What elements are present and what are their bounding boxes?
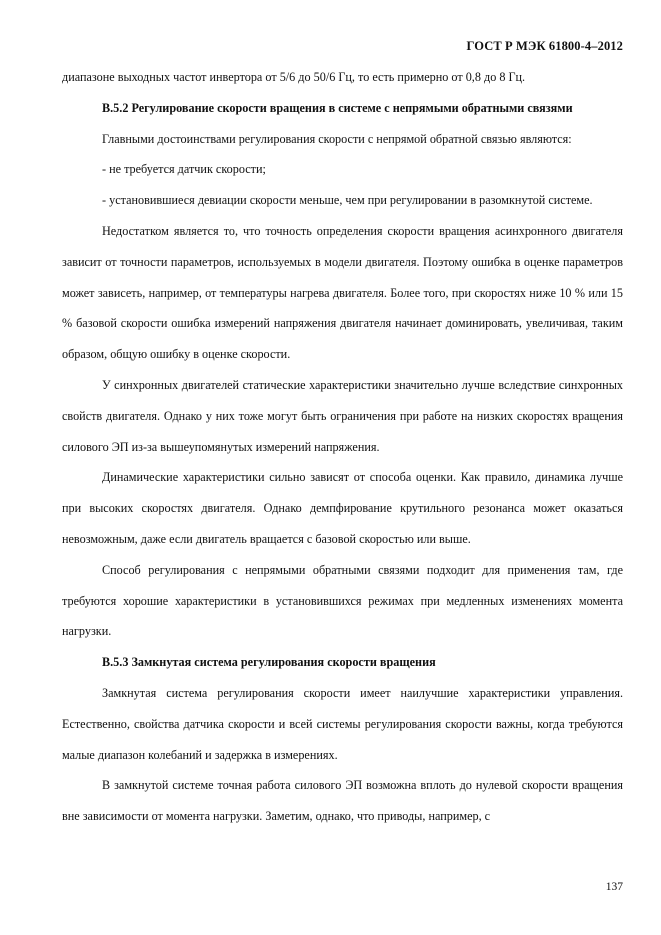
page-number: 137 [605, 881, 623, 893]
document-header: ГОСТ Р МЭК 61800-4–2012 [466, 39, 623, 53]
document-page [62, 0, 623, 935]
paragraph-method: Способ регулирования с непрямыми обратными связями подходит для применения там, где требуются хорошие характеристики в установившихся режимах при медленных изменениях момента нагрузки. [62, 562, 623, 639]
paragraph-dynamic: Динамические характеристики сильно зависят от способа оценки. Как правило, динамика лучше при высоких скоростях двигателя. Однако демпфирование крутильного резонанса может оказаться невозможным, даже если двигатель вращается с базовой скоростью или выше. [62, 470, 623, 546]
paragraph-closed-loop: Замкнутая система регулирования скорости имеет наилучшие характеристики управления. Естественно, свойства датчика скорости и всей системы регулирования скорости важны, когда требуются малые диапазон колебаний и задержка в измерениях. [62, 685, 623, 762]
list-item-no-sensor: - не требуется датчик скорости; [102, 162, 266, 177]
paragraph-disadvantage: Недостатком является то, что точность определения скорости вращения асинхронного двигателя зависит от точности параметров, используемых в модели двигателя. Поэтому ошибка в оценке параметров может зависеть, например, от температуры нагрева двигателя. Более того, при скоростях ниже 10 % или 15 % базовой скорости ошибка измерений напряжения двигателя начинает доминировать, увеличивая, таким образом, общую ошибку в оценке скорости. [62, 223, 623, 362]
paragraph-synchronous: У синхронных двигателей статические характеристики значительно лучше вследствие синхронных свойств двигателя. Однако у них тоже могут быть ограничения при работе на низких скоростях вращения силового ЭП из-за вышеупомянутых измерений напряжения. [62, 377, 623, 454]
paragraph-continuation: диапазоне выходных частот инвертора от 5/6 до 50/6 Гц, то есть примерно от 0,8 до 8 Гц. [62, 70, 526, 84]
section-heading-b53: В.5.3 Замкнутая система регулирования скорости вращения [102, 655, 436, 670]
paragraph-advantages: Главными достоинствами регулирования скорости с непрямой обратной связью являются: [102, 131, 572, 146]
paragraph-zero-speed: В замкнутой системе точная работа силового ЭП возможна вплоть до нулевой скорости вращения вне зависимости от момента нагрузки. Заметим, однако, что приводы, например, с [62, 778, 623, 824]
document-body [62, 62, 623, 832]
section-heading-b52: В.5.2 Регулирование скорости вращения в системе с непрямыми обратными связями [102, 100, 573, 115]
list-item-deviation: - установившиеся девиации скорости меньше, чем при регулировании в разомкнутой системе. [102, 193, 593, 208]
